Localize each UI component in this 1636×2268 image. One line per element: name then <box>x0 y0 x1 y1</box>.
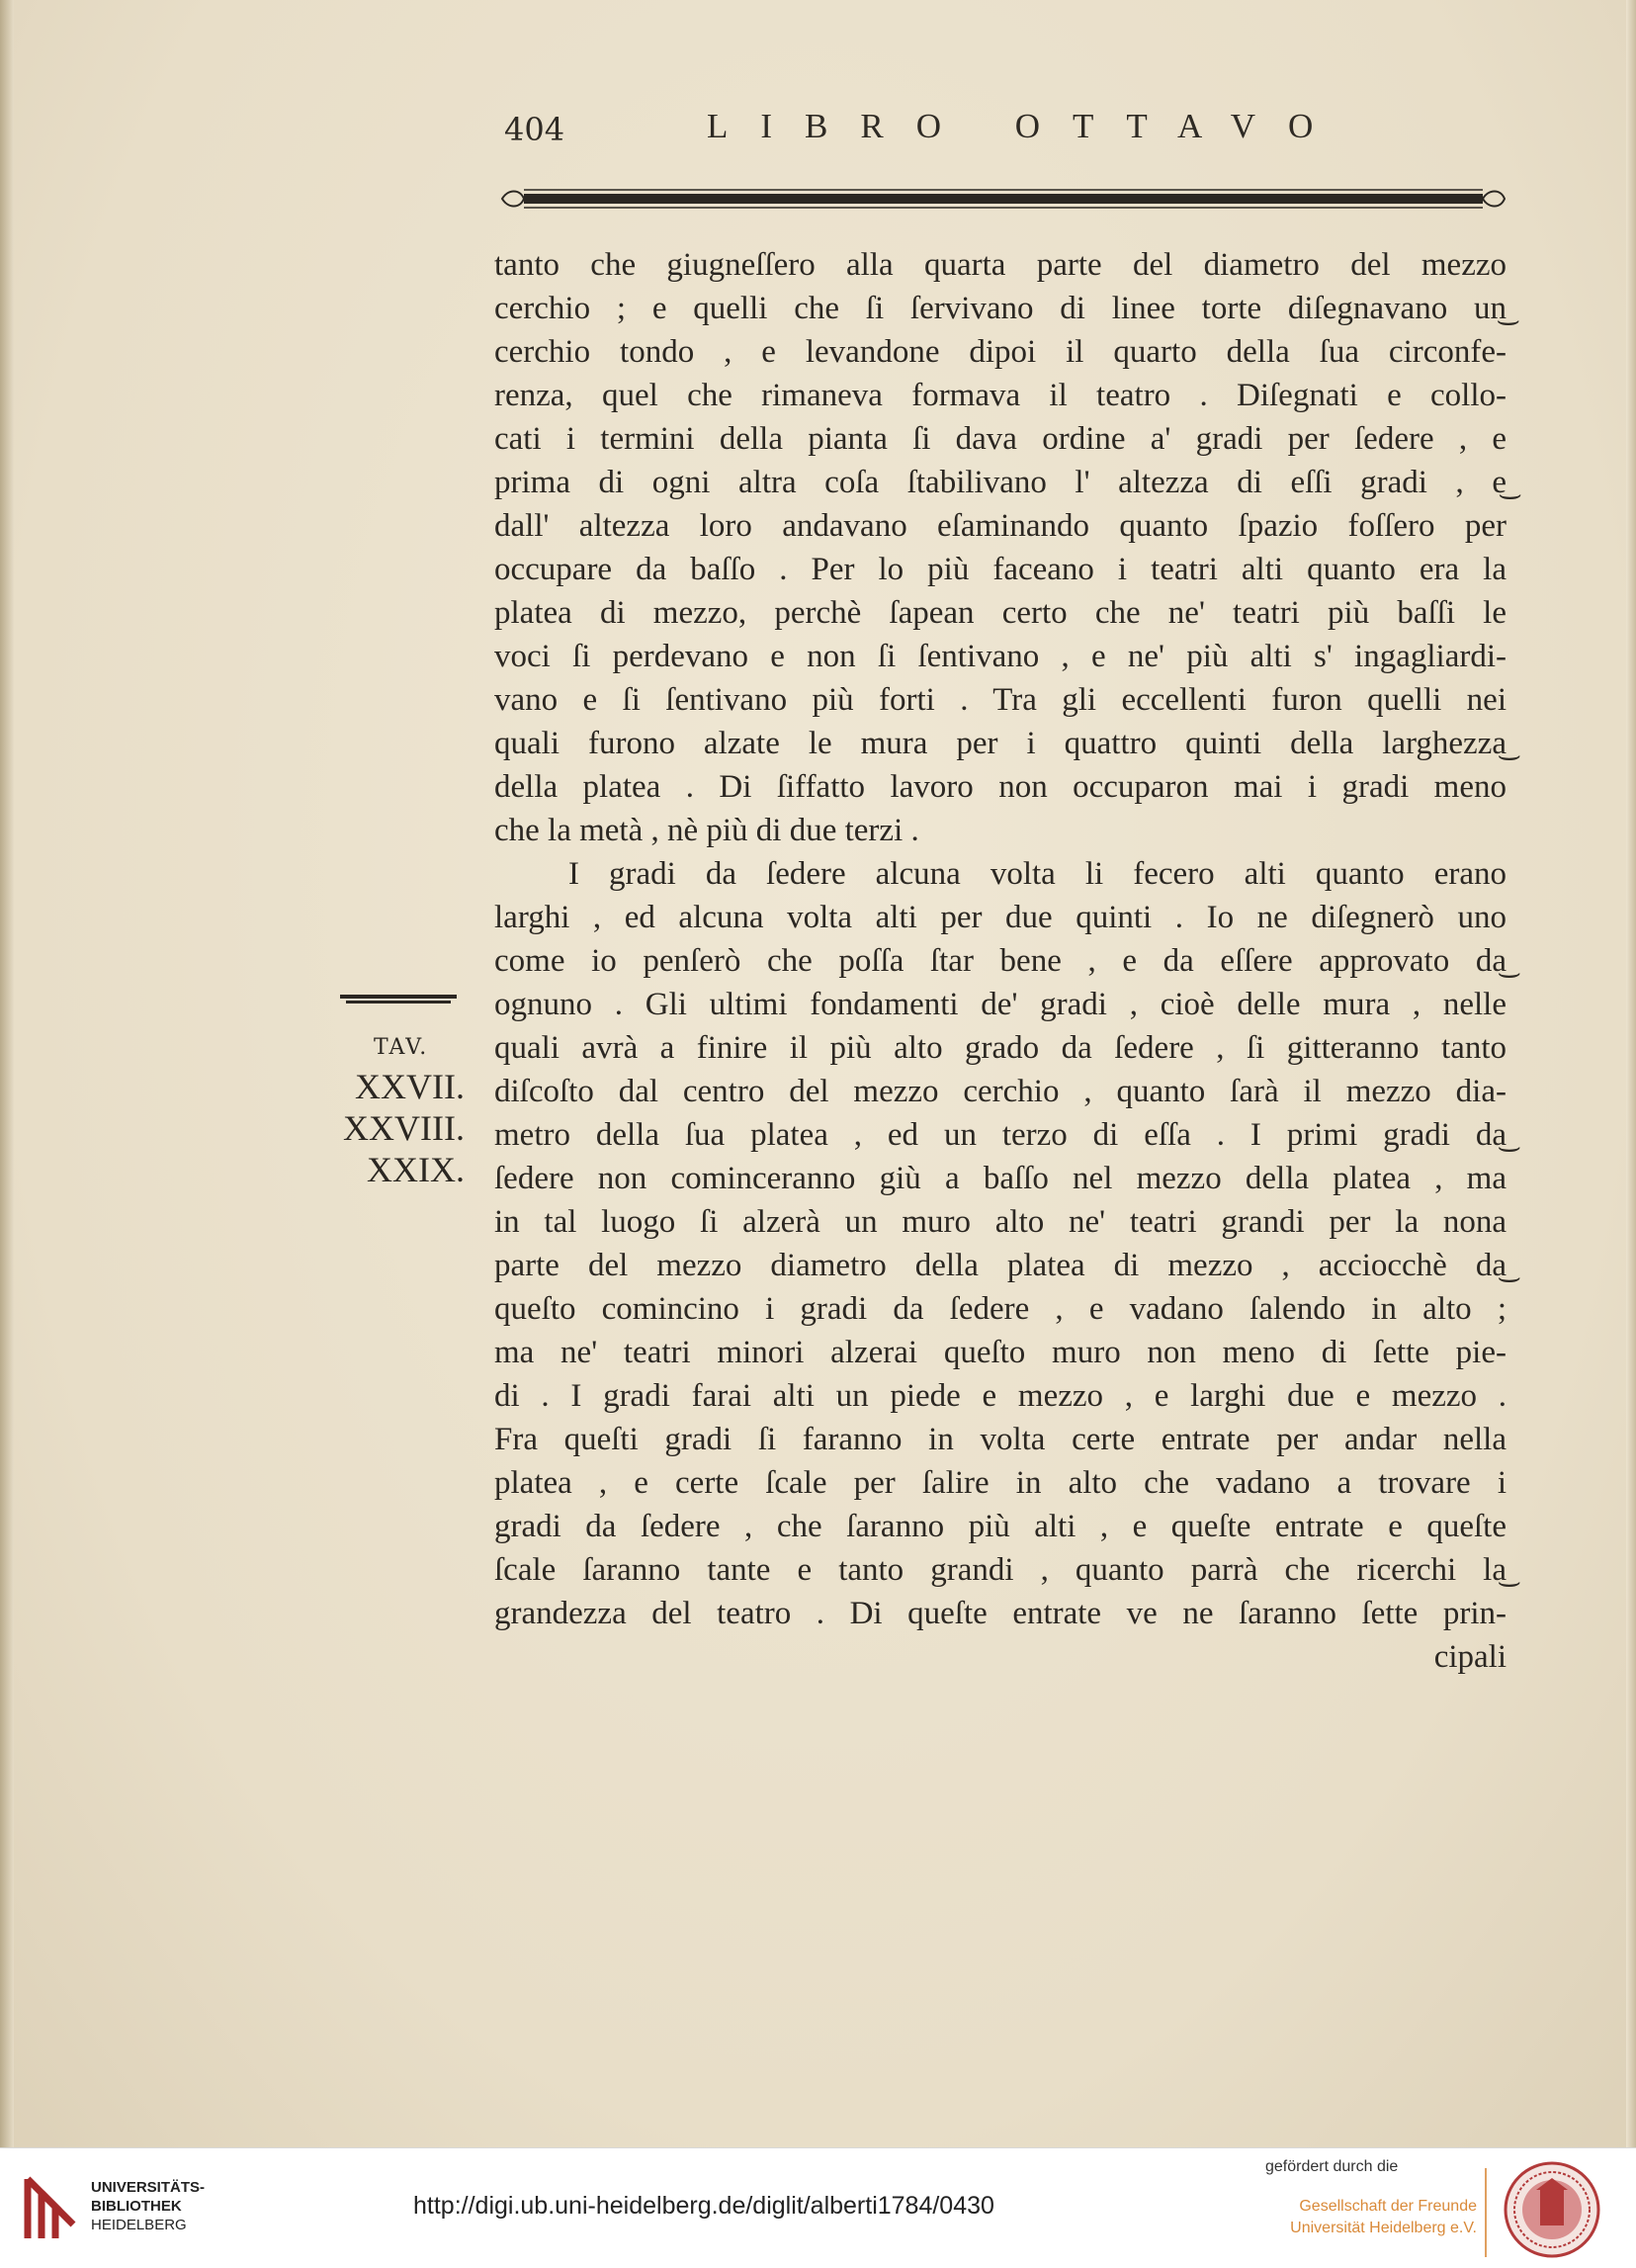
text-line: in tal luogo ſi alzerà un muro alto ne' teatri grandi per la nona <box>494 1204 1507 1240</box>
text-line: di . I gradi farai alti un piede e mezzo , e larghi due e mezzo . <box>494 1378 1507 1414</box>
running-head: LIBRO OTTAVO <box>707 107 1346 145</box>
text-line: voci ſi perdevano e non ſi ſentivano , e ne' più alti s' ingagliardi- <box>494 639 1507 674</box>
page-number: 404 <box>504 111 565 148</box>
text-line: dall' altezza loro andavano eſaminando quanto ſpazio foſſero per <box>494 508 1507 544</box>
text-line: metro della ſua platea , ed un terzo di eſſa . I primi gradi da͜ <box>494 1117 1507 1153</box>
plate-number: XXIX. <box>367 1150 465 1189</box>
text-line: della platea . Di ſiffatto lavoro non occuparon mai i gradi meno <box>494 769 1507 805</box>
text-line: queſto comincino i gradi da ſedere , e vadano ſalendo in alto ; <box>494 1291 1507 1327</box>
text-line: occupare da baſſo . Per lo più faceano i teatri alti quanto era la <box>494 552 1507 587</box>
paragraph-first-line: I gradi da ſedere alcuna volta li fecero alti quanto erano <box>568 856 1507 892</box>
permalink-url[interactable]: http://digi.ub.uni-heidelberg.de/diglit/alberti1784/0430 <box>413 2192 994 2220</box>
university-library-logo-icon[interactable] <box>20 2173 79 2244</box>
university-seal-icon[interactable] <box>1503 2160 1601 2259</box>
text-line: ognuno . Gli ultimi fondamenti de' gradi , cioè delle mura , nelle <box>494 987 1507 1022</box>
library-name-line: HEIDELBERG <box>91 2217 187 2233</box>
library-name-line: UNIVERSITÄTS- <box>91 2179 206 2196</box>
text-line: gradi da ſedere , che ſaranno più alti , e queſte entrate e queſte <box>494 1509 1507 1544</box>
library-name-line: BIBLIOTHEK <box>91 2198 182 2215</box>
text-line: renza, quel che rimaneva formava il teatro . Diſegnati e collo- <box>494 378 1507 413</box>
margin-ornament-rule <box>340 995 457 1004</box>
sponsor-name-line: Universität Heidelberg e.V. <box>1290 2220 1477 2236</box>
text-line: quali avrà a finire il più alto grado da ſedere , ſi gitteranno tanto <box>494 1030 1507 1066</box>
text-line: cerchio tondo , e levandone dipoi il quarto della ſua circonfe- <box>494 334 1507 370</box>
text-line: cati i termini della pianta ſi dava ordine a' gradi per ſedere , e <box>494 421 1507 457</box>
body-text <box>494 243 1507 1679</box>
text-line: parte del mezzo diametro della platea di mezzo , acciocchè da͜ <box>494 1248 1507 1283</box>
library-name <box>91 2178 205 2234</box>
plate-number: XXVII. <box>355 1067 465 1106</box>
text-line: ſcale ſaranno tante e tanto grandi , quanto parrà che ricerchi la͜ <box>494 1552 1507 1588</box>
text-line: grandezza del teatro . Di queſte entrate ve ne ſaranno ſette prin- <box>494 1596 1507 1631</box>
page-gutter-shadow <box>0 0 14 2147</box>
sponsor-name-line: Gesellschaft der Freunde <box>1299 2198 1477 2215</box>
text-line: Fra queſti gradi ſi faranno in volta certe entrate per andar nella <box>494 1422 1507 1457</box>
sponsor-divider <box>1485 2168 1487 2257</box>
text-line: come io penſerò che poſſa ſtar bene , e da eſſere approvato da͜ <box>494 943 1507 979</box>
ornamental-head-rule <box>494 184 1512 214</box>
viewer-footer <box>0 2147 1636 2268</box>
text-line: cerchio ; e quelli che ſi ſervivano di linee torte diſegnavano un͜ <box>494 291 1507 326</box>
text-line: ma ne' teatri minori alzerai queſto muro non meno di ſette pie- <box>494 1335 1507 1370</box>
sponsor-label: gefördert durch die <box>1265 2158 1399 2175</box>
margin-note-plates <box>336 1066 465 1190</box>
text-line: platea di mezzo, perchè ſapean certo che ne' teatri più baſſi le <box>494 595 1507 631</box>
text-line: vano e ſi ſentivano più forti . Tra gli eccellenti furon quelli nei <box>494 682 1507 718</box>
margin-note-tav: TAV. <box>374 1035 429 1060</box>
text-line: larghi , ed alcuna volta alti per due quinti . Io ne diſegnerò uno <box>494 900 1507 935</box>
text-line: ſedere non cominceranno giù a baſſo nel mezzo della platea , ma <box>494 1161 1507 1196</box>
sponsor-name[interactable] <box>1236 2196 1477 2239</box>
text-line: prima di ogni altra coſa ſtabilivano l' altezza di eſſi gradi , e͜ <box>494 465 1507 500</box>
text-line: che la metà , nè più di due terzi . <box>494 813 919 848</box>
text-line: quali furono alzate le mura per i quattro quinti della larghezza͜ <box>494 726 1507 761</box>
page-edge-shadow <box>1626 0 1636 2147</box>
text-line: diſcoſto dal centro del mezzo cerchio , quanto ſarà il mezzo dia- <box>494 1074 1507 1109</box>
catchword: cipali <box>1433 1639 1507 1675</box>
plate-number: XXVIII. <box>343 1108 465 1148</box>
text-line: platea , e certe ſcale per ſalire in alto che vadano a trovare i <box>494 1465 1507 1501</box>
text-line: tanto che giugneſſero alla quarta parte del diametro del mezzo <box>494 247 1507 283</box>
